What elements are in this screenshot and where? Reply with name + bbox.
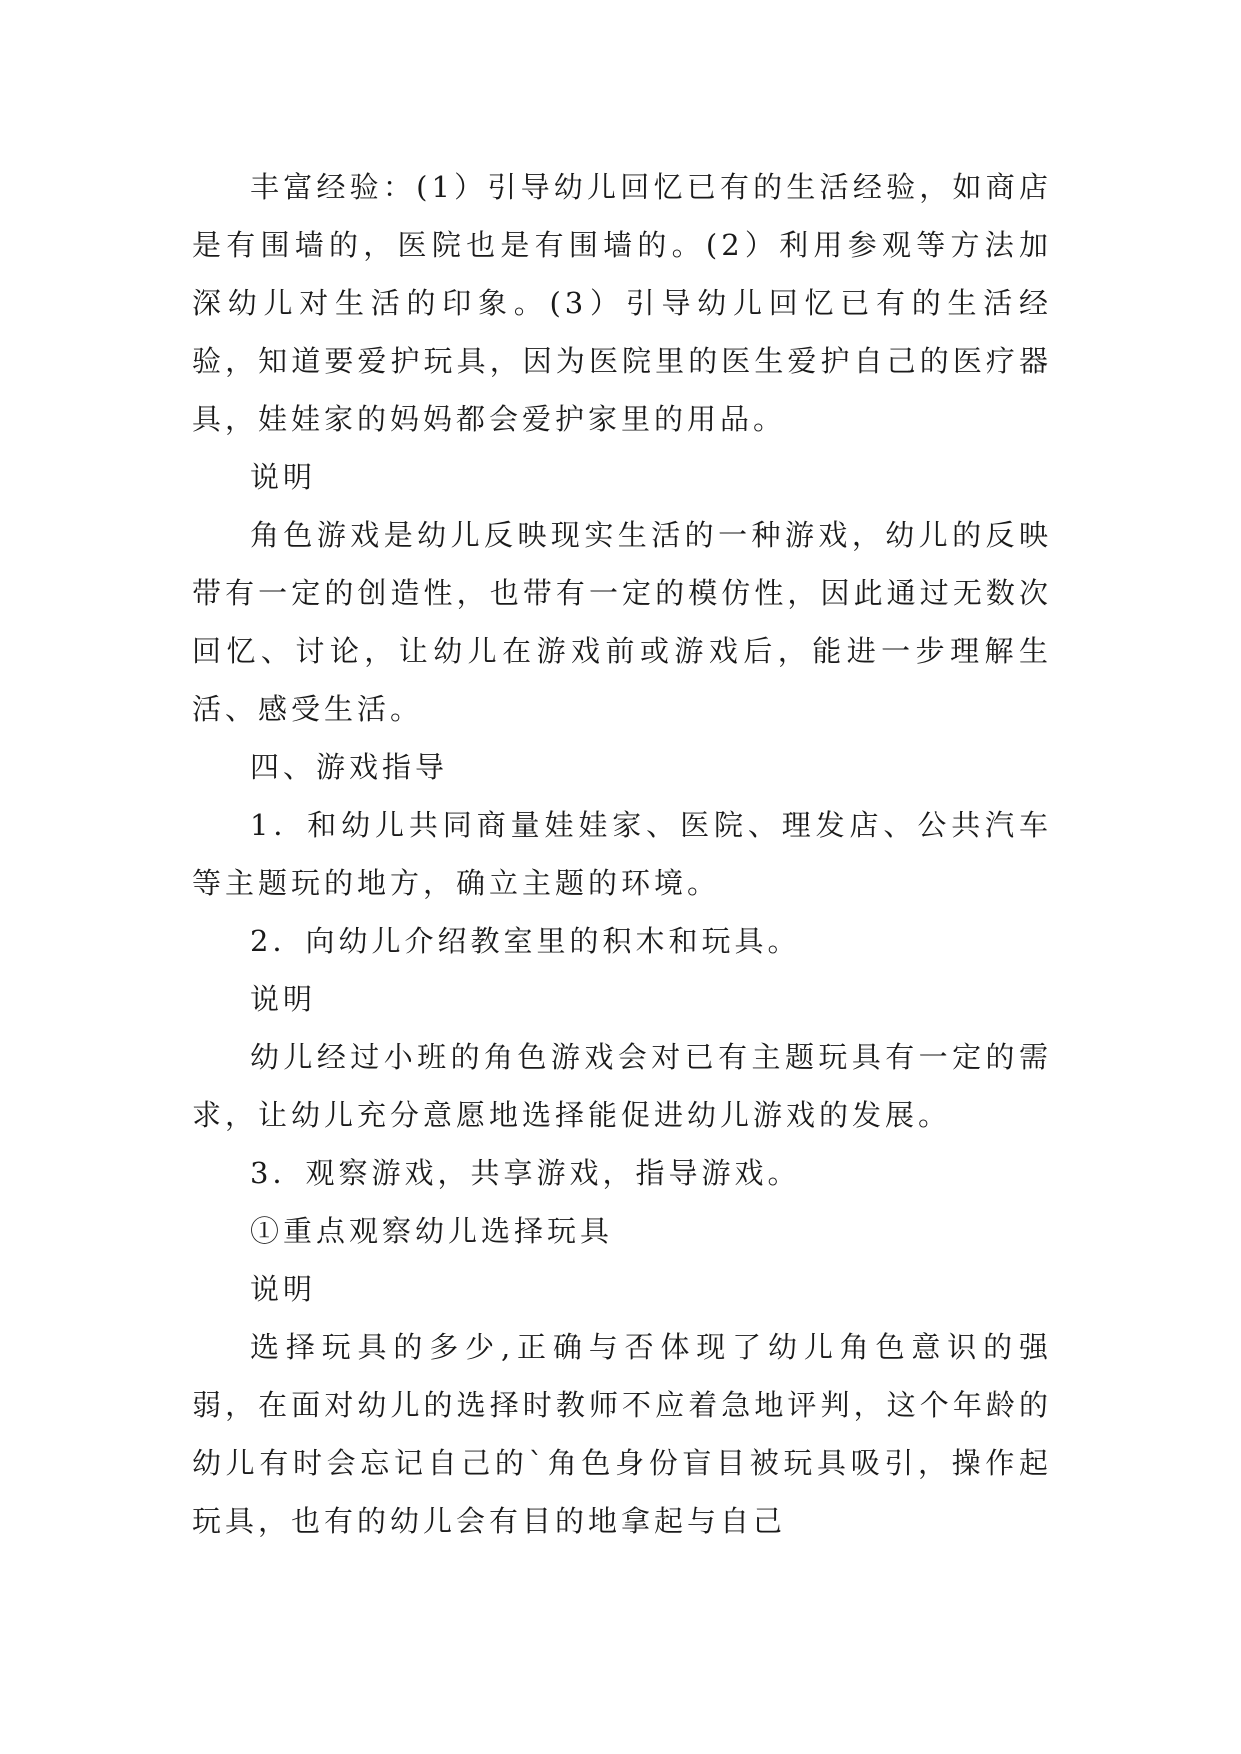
heading-explanation-2: 说明: [250, 982, 317, 1016]
paragraph-toy-selection: 选择玩具的多少,正确与否体现了幼儿角色意识的强弱，在面对幼儿的选择时教师不应着急地评判，这个年龄的幼儿有时会忘记自己的`角色身份盲目被玩具吸引，操作起玩具，也有的幼儿会有目的地拿起与自己: [192, 1330, 1052, 1538]
document-body: [192, 158, 1052, 1550]
paragraph-role-play: 角色游戏是幼儿反映现实生活的一种游戏，幼儿的反映带有一定的创造性，也带有一定的模仿性，因此通过无数次回忆、讨论，让幼儿在游戏前或游戏后，能进一步理解生活、感受生活。: [192, 518, 1052, 726]
heading-game-guidance: 四、游戏指导: [250, 750, 449, 784]
paragraph-observe-selection: ①重点观察幼儿选择玩具: [250, 1214, 614, 1248]
paragraph-enrich-experience: 丰富经验：(1）引导幼儿回忆已有的生活经验，如商店是有围墙的，医院也是有围墙的。(2）利用参观等方法加深幼儿对生活的印象。(3）引导幼儿回忆已有的生活经验，知道要爱护玩具，因为医院里的医生爱护自己的医疗器具，娃娃家的妈妈都会爱护家里的用品。: [192, 170, 1052, 436]
paragraph-toy-needs: 幼儿经过小班的角色游戏会对已有主题玩具有一定的需求，让幼儿充分意愿地选择能促进幼儿游戏的发展。: [192, 1040, 1052, 1132]
paragraph-step-1: 1．和幼儿共同商量娃娃家、医院、理发店、公共汽车等主题玩的地方，确立主题的环境。: [192, 808, 1052, 900]
heading-explanation-1: 说明: [250, 460, 317, 494]
paragraph-step-3: 3．观察游戏，共享游戏，指导游戏。: [250, 1156, 801, 1190]
heading-explanation-3: 说明: [250, 1272, 317, 1306]
paragraph-step-2: 2．向幼儿介绍教室里的积木和玩具。: [250, 924, 801, 958]
